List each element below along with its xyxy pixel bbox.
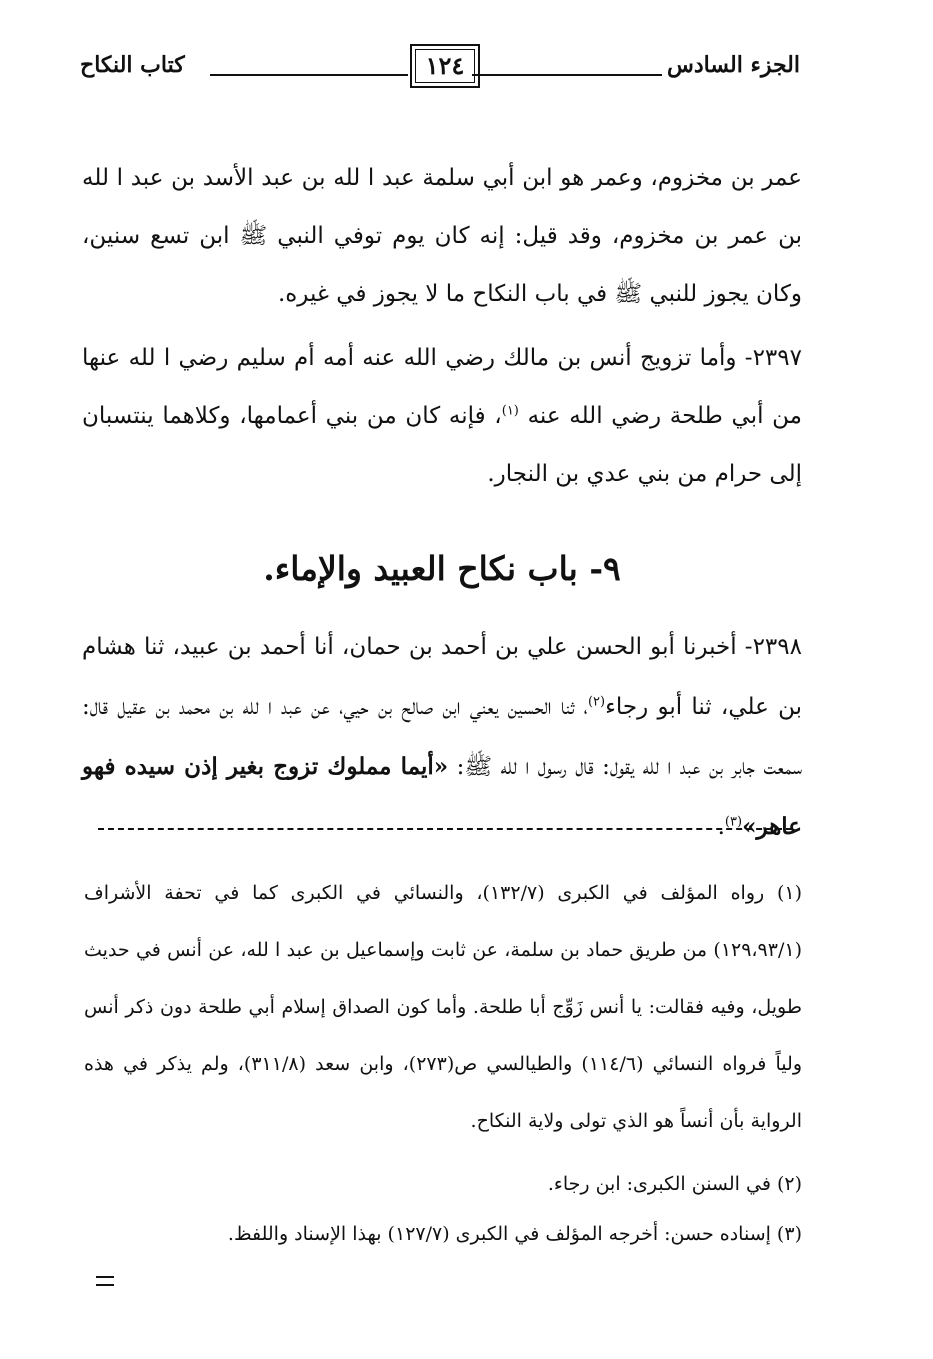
page-number: ١٢٤ [410,44,480,88]
footnotes [84,846,802,1268]
section-heading: ٩- باب نكاح العبيد والإماء. [263,549,621,589]
end-mark-icon [96,1276,114,1286]
footnote-1: (١) رواه المؤلف في الكبرى (١٣٢/٧)، والنسائي في الكبرى كما في تحفة الأشراف (١٢٩،٩٣/١) من طريق حماد بن سلمة، عن ثابت وإسماعيل بن عبد ا لله، عن أنس في حديث طويل، وفيه فقالت: يا أنس زَوِّج أبا طلحة. وأما كون الصداق إسلام أبي طلحة دون ذكر أنس ولياً فرواه النسائي (١١٤/٦) والطيالسي ص(٢٧٣)، وابن سعد (٣١١/٨)، ولم يذكر في هذه الرواية بأن أنساً هو الذي تولى ولاية النكاح. [84,882,802,1132]
footnote-2: (٢) في السنن الكبرى: ابن رجاء. [547,1173,802,1195]
paragraph-end-mark: . [717,814,725,840]
running-header [80,44,800,104]
header-rule-right [472,74,662,76]
volume-label: الجزء السادس [667,52,800,78]
header-rule-left [210,74,408,76]
hadith-quote: «أيما مملوك تزوج بغير إذن سيده فهو عاهر» [82,753,802,840]
isnad-text: ٢٣٩٨- أخبرنا أبو الحسن علي بن أحمد بن حمان، أنا أحمد بن عبيد، ثنا هشام بن علي، ثنا أبو رجاء [82,634,802,720]
book-title: كتاب النكاح [80,52,185,78]
footnote-ref-3: (٣) [724,814,743,830]
footnote-3: (٣) إسناده حسن: أخرجه المؤلف في الكبرى (١٢٧/٧) بهذا الإسناد واللفظ. [227,1223,802,1245]
isnad-text-continued: ، ثنا الحسين يعني ابن صالح بن حيي، عن عبد ا لله بن محمد بن عقيل قال: سمعت جابر بن عبد ا لله يقول: قال رسول ا لله ﷺ: [82,694,802,780]
paragraph-2398 [82,617,802,857]
paragraph-2397 [82,329,802,503]
paragraph-2397-text-end: ، فإنه كان من بني أعمامها، وكلاهما ينتسبان إلى حرام من بني عدي بن النجار. [82,403,802,487]
footnote-ref-1: (١) [501,403,519,419]
footnote-ref-2: (٢) [587,694,606,710]
paragraph-continuation: عمر بن مخزوم، وعمر هو ابن أبي سلمة عبد ا لله بن عبد الأسد بن عبد ا لله بن عمر بن مخزوم، وقد قيل: إنه كان يوم توفي النبي ﷺ ابن تسع سنين، وكان يجوز للنبي ﷺ في باب النكاح ما لا يجوز في غيره. [82,165,802,307]
footnote-separator [98,828,792,830]
paragraph-2397-text: ٢٣٩٧- وأما تزويج أنس بن مالك رضي الله عنه أمه أم سليم رضي ا لله عنها من أبي طلحة رضي الله عنه [82,345,802,429]
